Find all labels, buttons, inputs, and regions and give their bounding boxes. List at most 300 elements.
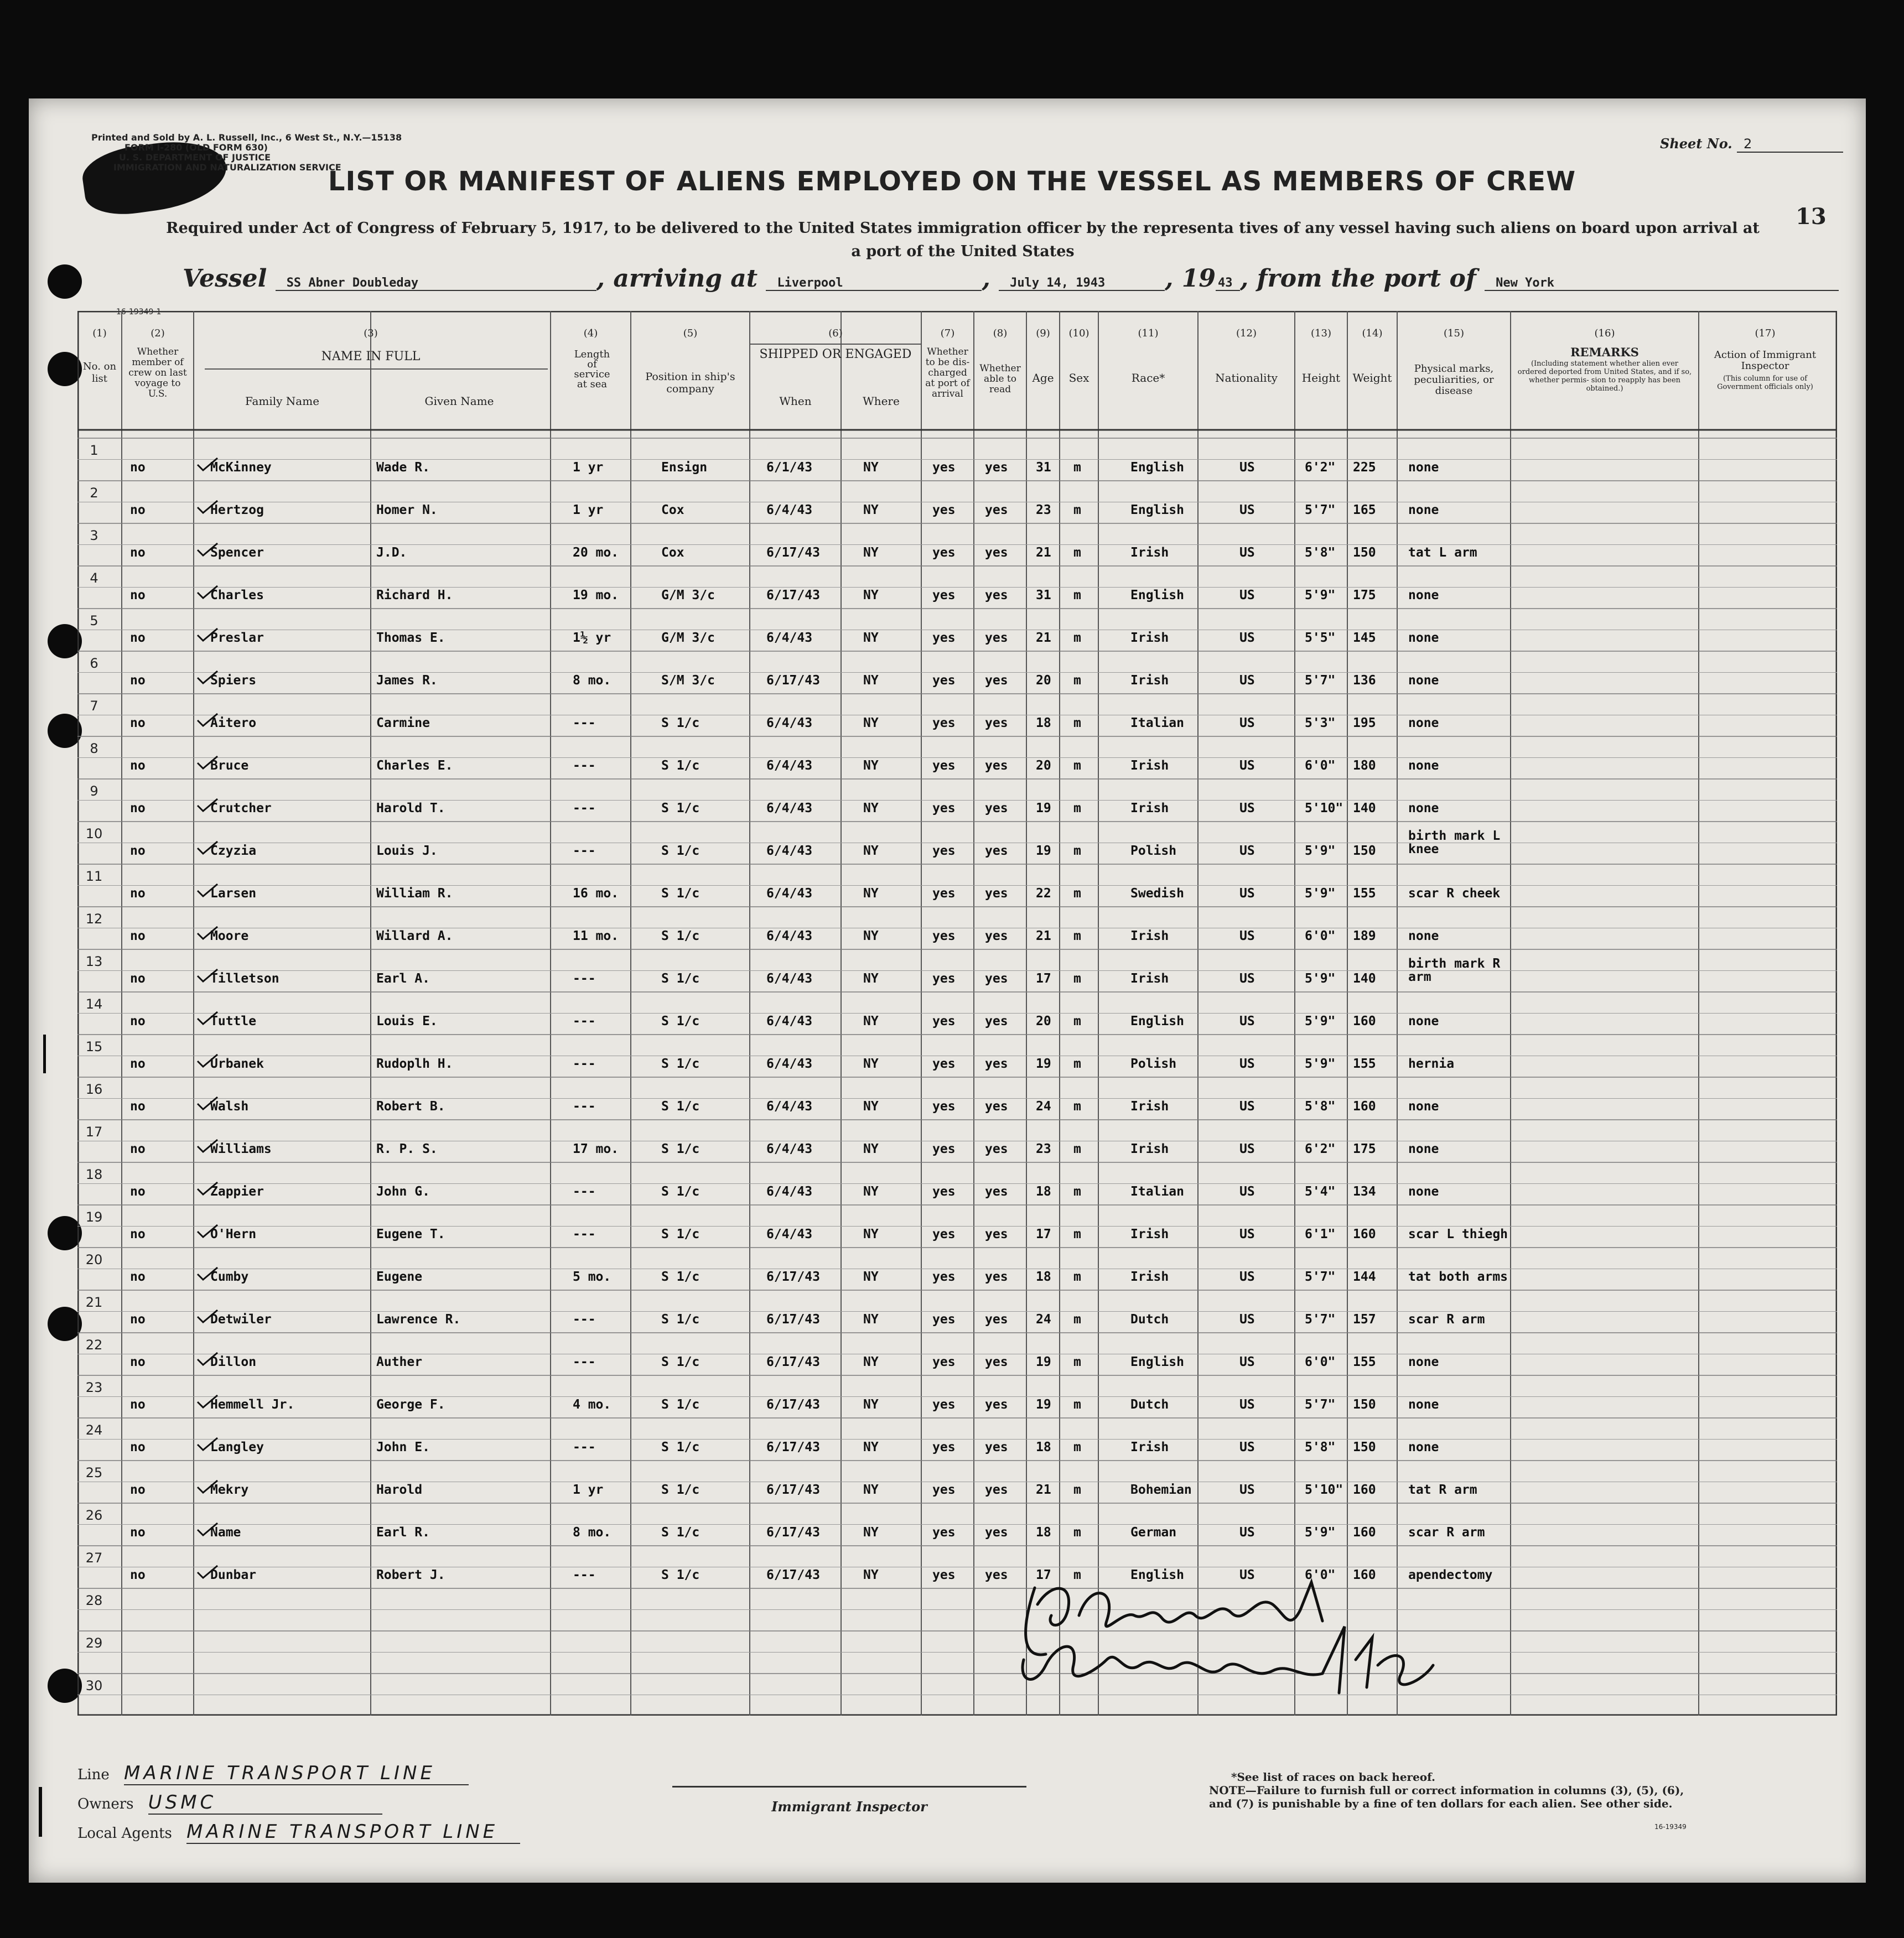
cell-height: 5'7" [1305,503,1336,517]
cell-given: Rudoplh H. [376,1057,453,1071]
owners-label: Owners [77,1796,134,1812]
cell-age: 18 [1036,1525,1051,1540]
cell-weight: 175 [1353,1142,1376,1156]
cell-marks: scar R cheek [1408,886,1501,901]
cell-when: 6/4/43 [766,929,813,943]
arrival-date: July 14, 1943 [999,276,1165,291]
cell-discharged: yes [932,929,956,943]
cell-race: Irish [1130,631,1169,645]
col-header-read: Whether able to read [979,363,1021,395]
cell-when: 6/4/43 [766,1014,813,1028]
cell-when: 6/4/43 [766,801,813,815]
cell-height: 5'8" [1305,1099,1336,1114]
cell-height: 5'9" [1305,971,1336,986]
row-number: 7 [90,698,98,714]
cell-service: 4 mo. [573,1397,611,1412]
cell-discharged: yes [932,588,956,602]
vessel-line: Vessel SS Abner Doubleday , arriving at Liverpool , July 14, 1943 , 19 43 , from the port of New York [183,264,1839,293]
cell-nationality: US [1239,716,1255,730]
cell-crew: no [130,503,146,517]
cell-when: 6/4/43 [766,716,813,730]
cell-race: Irish [1130,971,1169,986]
cell-where: NY [863,929,879,943]
cell-marks: none [1408,673,1439,688]
cell-crew: no [130,1014,146,1028]
cell-age: 31 [1036,460,1051,475]
cell-read: yes [985,1184,1008,1199]
cell-age: 22 [1036,886,1051,901]
cell-crew: no [130,1568,146,1582]
cell-service: --- [573,1355,596,1369]
cell-weight: 160 [1353,1227,1376,1241]
cell-nationality: US [1239,1440,1255,1454]
cell-race: German [1130,1525,1177,1540]
cell-where: NY [863,460,879,475]
cell-nationality: US [1239,801,1255,815]
cell-age: 23 [1036,503,1051,517]
cell-weight: 150 [1353,1397,1376,1412]
cell-read: yes [985,886,1008,901]
col-header-family-name: Family Name [245,394,320,408]
sheet-label: Sheet No. [1660,136,1732,152]
cell-service: --- [573,1568,596,1582]
cell-discharged: yes [932,1142,956,1156]
cell-when: 6/17/43 [766,1568,820,1582]
cell-nationality: US [1239,460,1255,475]
cell-family: Mekry [210,1483,249,1497]
cell-family: Hertzog [210,503,264,517]
cell-position: S 1/c [661,886,700,901]
row-number: 2 [90,485,98,501]
col-header-nationality: Nationality [1215,371,1278,385]
cell-when: 6/17/43 [766,1440,820,1454]
cell-where: NY [863,1142,879,1156]
cell-where: NY [863,1099,879,1114]
cell-sex: m [1073,1312,1081,1327]
cell-crew: no [130,1525,146,1540]
cell-family: Spiers [210,673,257,688]
cell-given: Louis E. [376,1014,438,1028]
cell-age: 24 [1036,1312,1051,1327]
cell-height: 5'10" [1305,1483,1343,1497]
col-header-age: Age [1032,371,1054,385]
row-number: 3 [90,528,98,543]
cell-nationality: US [1239,844,1255,858]
col-header-race: Race* [1131,371,1165,385]
cell-service: 16 mo. [573,886,619,901]
cell-race: Irish [1130,1227,1169,1241]
cell-family: Spencer [210,545,264,560]
cell-discharged: yes [932,1184,956,1199]
cell-discharged: yes [932,1270,956,1284]
cell-crew: no [130,1227,146,1241]
cell-where: NY [863,758,879,773]
cell-height: 5'5" [1305,631,1336,645]
cell-age: 31 [1036,588,1051,602]
cell-where: NY [863,971,879,986]
footer-form-code: 16-19349 [1654,1823,1687,1831]
cell-service: 8 mo. [573,673,611,688]
col-header-given-name: Given Name [424,394,494,408]
col-header-action-note: (This column for use of Government officials only) [1717,375,1813,391]
cell-sex: m [1073,1270,1081,1284]
cell-read: yes [985,758,1008,773]
cell-marks: none [1408,1014,1439,1028]
cell-service: --- [573,844,596,858]
cell-sex: m [1073,503,1081,517]
cell-where: NY [863,588,879,602]
cell-height: 5'9" [1305,1014,1336,1028]
col-header-marks: Physical marks, peculiarities, or disease [1414,363,1494,397]
col-number: (3) [364,328,378,339]
cell-given: George F. [376,1397,445,1412]
crew-table [77,311,1837,1716]
cell-crew: no [130,1312,146,1327]
cell-sex: m [1073,1227,1081,1241]
col-number: (13) [1311,328,1331,339]
cell-when: 6/17/43 [766,1525,820,1540]
cell-crew: no [130,929,146,943]
cell-weight: 165 [1353,503,1376,517]
cell-family: Tilletson [210,971,279,986]
vessel-label: Vessel [183,264,267,293]
cell-weight: 160 [1353,1568,1376,1582]
col-number: (8) [993,328,1008,339]
row-number: 22 [85,1337,103,1353]
cell-crew: no [130,1184,146,1199]
cell-race: Polish [1130,1057,1177,1071]
cell-family: Dillon [210,1355,257,1369]
cell-nationality: US [1239,758,1255,773]
cell-marks: none [1408,716,1439,730]
cell-service: --- [573,758,596,773]
cell-when: 6/4/43 [766,631,813,645]
row-number: 13 [85,954,103,969]
col-header-height: Height [1301,371,1341,385]
cell-where: NY [863,1184,879,1199]
row-number: 23 [85,1380,103,1395]
cell-marks: none [1408,588,1439,602]
col-number: (4) [583,328,598,339]
cell-age: 21 [1036,929,1051,943]
cell-read: yes [985,929,1008,943]
cell-sex: m [1073,460,1081,475]
cell-nationality: US [1239,1014,1255,1028]
cell-position: S 1/c [661,1057,700,1071]
cell-given: Thomas E. [376,631,445,645]
cell-position: S 1/c [661,844,700,858]
cell-nationality: US [1239,1142,1255,1156]
cell-height: 5'9" [1305,588,1336,602]
col-header-name: NAME IN FULL [321,350,421,363]
printer-line: Printed and Sold by A. L. Russell, Inc., 6 West St., N.Y.—15138 [91,132,402,143]
cell-height: 6'2" [1305,1142,1336,1156]
line-value: MARINE TRANSPORT LINE [124,1762,469,1785]
cell-crew: no [130,1270,146,1284]
cell-position: G/M 3/c [661,631,715,645]
cell-age: 19 [1036,1397,1051,1412]
row-number: 16 [85,1082,103,1097]
cell-height: 5'9" [1305,844,1336,858]
arriving-port: Liverpool [766,276,982,291]
cell-weight: 160 [1353,1099,1376,1114]
cell-height: 6'0" [1305,758,1336,773]
cell-service: 1 yr [573,503,604,517]
cell-weight: 175 [1353,588,1376,602]
cell-given: R. P. S. [376,1142,438,1156]
cell-height: 5'7" [1305,1270,1336,1284]
cell-given: William R. [376,886,453,901]
cell-race: English [1130,460,1184,475]
cell-weight: 195 [1353,716,1376,730]
cell-weight: 144 [1353,1270,1376,1284]
cell-marks: none [1408,631,1439,645]
cell-nationality: US [1239,1355,1255,1369]
cell-when: 6/17/43 [766,1397,820,1412]
cell-sex: m [1073,1397,1081,1412]
cell-age: 20 [1036,758,1051,773]
cell-where: NY [863,1014,879,1028]
cell-nationality: US [1239,588,1255,602]
cell-family: Detwiler [210,1312,272,1327]
cell-sex: m [1073,1142,1081,1156]
row-number: 4 [90,570,98,586]
cell-nationality: US [1239,503,1255,517]
cell-nationality: US [1239,886,1255,901]
cell-crew: no [130,1099,146,1114]
cell-age: 20 [1036,1014,1051,1028]
cell-where: NY [863,1483,879,1497]
cell-age: 17 [1036,1227,1051,1241]
cell-when: 6/17/43 [766,1270,820,1284]
cell-race: Irish [1130,801,1169,815]
cell-where: NY [863,1270,879,1284]
cell-position: S 1/c [661,1568,700,1582]
footer-note [1209,1770,1696,1810]
cell-crew: no [130,886,146,901]
cell-where: NY [863,1397,879,1412]
cell-sex: m [1073,1184,1081,1199]
cell-discharged: yes [932,631,956,645]
cell-marks: tat R arm [1408,1483,1477,1497]
cell-age: 18 [1036,1270,1051,1284]
cell-given: Eugene T. [376,1227,445,1241]
col-header-discharged: Whether to be dis- charged at port of arrival [925,346,970,399]
cell-read: yes [985,545,1008,560]
col-header-remarks: REMARKS [1570,345,1639,359]
cell-age: 21 [1036,1483,1051,1497]
cell-marks: none [1408,1099,1439,1114]
row-number: 1 [90,443,98,458]
cell-height: 5'3" [1305,716,1336,730]
cell-sex: m [1073,716,1081,730]
service-line: IMMIGRATION AND NATURALIZATION SERVICE [113,162,341,173]
cell-given: J.D. [376,545,407,560]
punch-hole [48,714,82,748]
page-title: LIST OR MANIFEST OF ALIENS EMPLOYED ON THE VESSEL AS MEMBERS OF CREW [328,166,1576,197]
cell-given: Robert J. [376,1568,445,1582]
cell-marks: birth mark R arm [1408,957,1501,984]
cell-when: 6/17/43 [766,1355,820,1369]
cell-crew: no [130,971,146,986]
cell-height: 6'0" [1305,929,1336,943]
row-number: 15 [85,1039,103,1054]
cell-race: Italian [1130,716,1184,730]
cell-given: Homer N. [376,503,438,517]
cell-family: Tuttle [210,1014,257,1028]
cell-race: Irish [1130,929,1169,943]
cell-family: Name [210,1525,241,1540]
cell-read: yes [985,1355,1008,1369]
cell-service: 11 mo. [573,929,619,943]
from-port: New York [1485,276,1839,291]
cell-height: 5'8" [1305,1440,1336,1454]
cell-height: 5'4" [1305,1184,1336,1199]
cell-read: yes [985,1525,1008,1540]
cell-read: yes [985,1440,1008,1454]
cell-height: 5'7" [1305,1397,1336,1412]
cell-marks: none [1408,758,1439,773]
cell-where: NY [863,844,879,858]
year-prefix: 19 [1181,264,1216,293]
cell-marks: hernia [1408,1057,1455,1071]
cell-service: --- [573,1099,596,1114]
cell-family: Urbanek [210,1057,264,1071]
punch-hole [48,264,82,299]
cell-read: yes [985,503,1008,517]
cell-sex: m [1073,1099,1081,1114]
cell-when: 6/4/43 [766,1057,813,1071]
cell-height: 5'7" [1305,1312,1336,1327]
inspector-signature-line: Immigrant Inspector [672,1786,1026,1815]
cell-marks: none [1408,929,1439,943]
owners-value: USMC [148,1791,383,1815]
cell-marks: scar L thiegh [1408,1227,1508,1241]
cell-discharged: yes [932,1227,956,1241]
cell-position: S 1/c [661,1014,700,1028]
cell-discharged: yes [932,1525,956,1540]
cell-read: yes [985,844,1008,858]
cell-discharged: yes [932,673,956,688]
cell-height: 6'2" [1305,460,1336,475]
punch-hole [48,624,82,658]
cell-marks: scar R arm [1408,1312,1485,1327]
cell-when: 6/4/43 [766,886,813,901]
cell-weight: 155 [1353,886,1376,901]
cell-where: NY [863,673,879,688]
cell-weight: 145 [1353,631,1376,645]
cell-given: Louis J. [376,844,438,858]
cell-when: 6/17/43 [766,673,820,688]
cell-sex: m [1073,844,1081,858]
cell-sex: m [1073,758,1081,773]
cell-marks: birth mark L knee [1408,829,1501,856]
cell-position: S 1/c [661,758,700,773]
arriving-label: arriving at [613,264,758,293]
cell-where: NY [863,886,879,901]
cell-age: 17 [1036,1568,1051,1582]
cell-discharged: yes [932,758,956,773]
cell-race: Irish [1130,545,1169,560]
col-header-last-voyage: Whether member of crew on last voyage to U.S. [128,346,187,399]
cell-age: 19 [1036,1057,1051,1071]
cell-race: Irish [1130,758,1169,773]
cell-position: S 1/c [661,1525,700,1540]
cell-marks: none [1408,1355,1439,1369]
cell-when: 6/17/43 [766,1312,820,1327]
cell-nationality: US [1239,1568,1255,1582]
col-number: (10) [1068,328,1090,339]
cell-nationality: US [1239,1184,1255,1199]
cell-age: 17 [1036,971,1051,986]
table-grid [77,311,1837,1716]
cell-weight: 157 [1353,1312,1376,1327]
row-number: 14 [85,996,103,1012]
cell-crew: no [130,758,146,773]
cell-service: 1 yr [573,1483,604,1497]
cell-discharged: yes [932,1355,956,1369]
row-number: 25 [85,1465,103,1480]
cell-when: 6/17/43 [766,1483,820,1497]
sheet-value: 2 [1737,136,1843,153]
cell-marks: none [1408,1184,1439,1199]
cell-discharged: yes [932,716,956,730]
cell-crew: no [130,631,146,645]
row-number: 27 [85,1550,103,1566]
cell-discharged: yes [932,1397,956,1412]
cell-family: Walsh [210,1099,249,1114]
cell-crew: no [130,801,146,815]
cell-service: 19 mo. [573,588,619,602]
row-number: 29 [85,1635,103,1651]
cell-read: yes [985,1568,1008,1582]
cell-height: 5'9" [1305,1057,1336,1071]
cell-read: yes [985,801,1008,815]
col-number: (6) [828,328,843,339]
cell-service: --- [573,1014,596,1028]
cell-family: O'Hern [210,1227,257,1241]
col-number: (15) [1444,328,1464,339]
cell-position: S 1/c [661,1184,700,1199]
cell-race: English [1130,588,1184,602]
cell-sex: m [1073,673,1081,688]
cell-position: S 1/c [661,1312,700,1327]
row-number: 26 [85,1508,103,1523]
cell-sex: m [1073,545,1081,560]
cell-race: Dutch [1130,1397,1169,1412]
cell-weight: 150 [1353,545,1376,560]
cell-age: 19 [1036,801,1051,815]
row-number: 19 [85,1209,103,1225]
fine-note: NOTE—Failure to furnish full or correct information in columns (3), (5), (6), and (7) is punishable by a fine of ten dollars for each alien. See other side. [1209,1784,1684,1810]
cell-height: 5'9" [1305,1525,1336,1540]
row-number: 28 [85,1593,103,1608]
cell-nationality: US [1239,673,1255,688]
inspector-signature [1013,1571,1466,1704]
cell-read: yes [985,673,1008,688]
cell-service: 8 mo. [573,1525,611,1540]
page-number: 13 [1796,204,1827,230]
cell-race: Swedish [1130,886,1184,901]
cell-weight: 160 [1353,1525,1376,1540]
cell-when: 6/4/43 [766,1142,813,1156]
row-number: 8 [90,741,98,756]
cell-given: Charles E. [376,758,453,773]
col-header-position: Position in ship's company [645,371,735,395]
from-label: from the port of [1257,264,1476,293]
cell-given: Lawrence R. [376,1312,461,1327]
cell-age: 20 [1036,673,1051,688]
